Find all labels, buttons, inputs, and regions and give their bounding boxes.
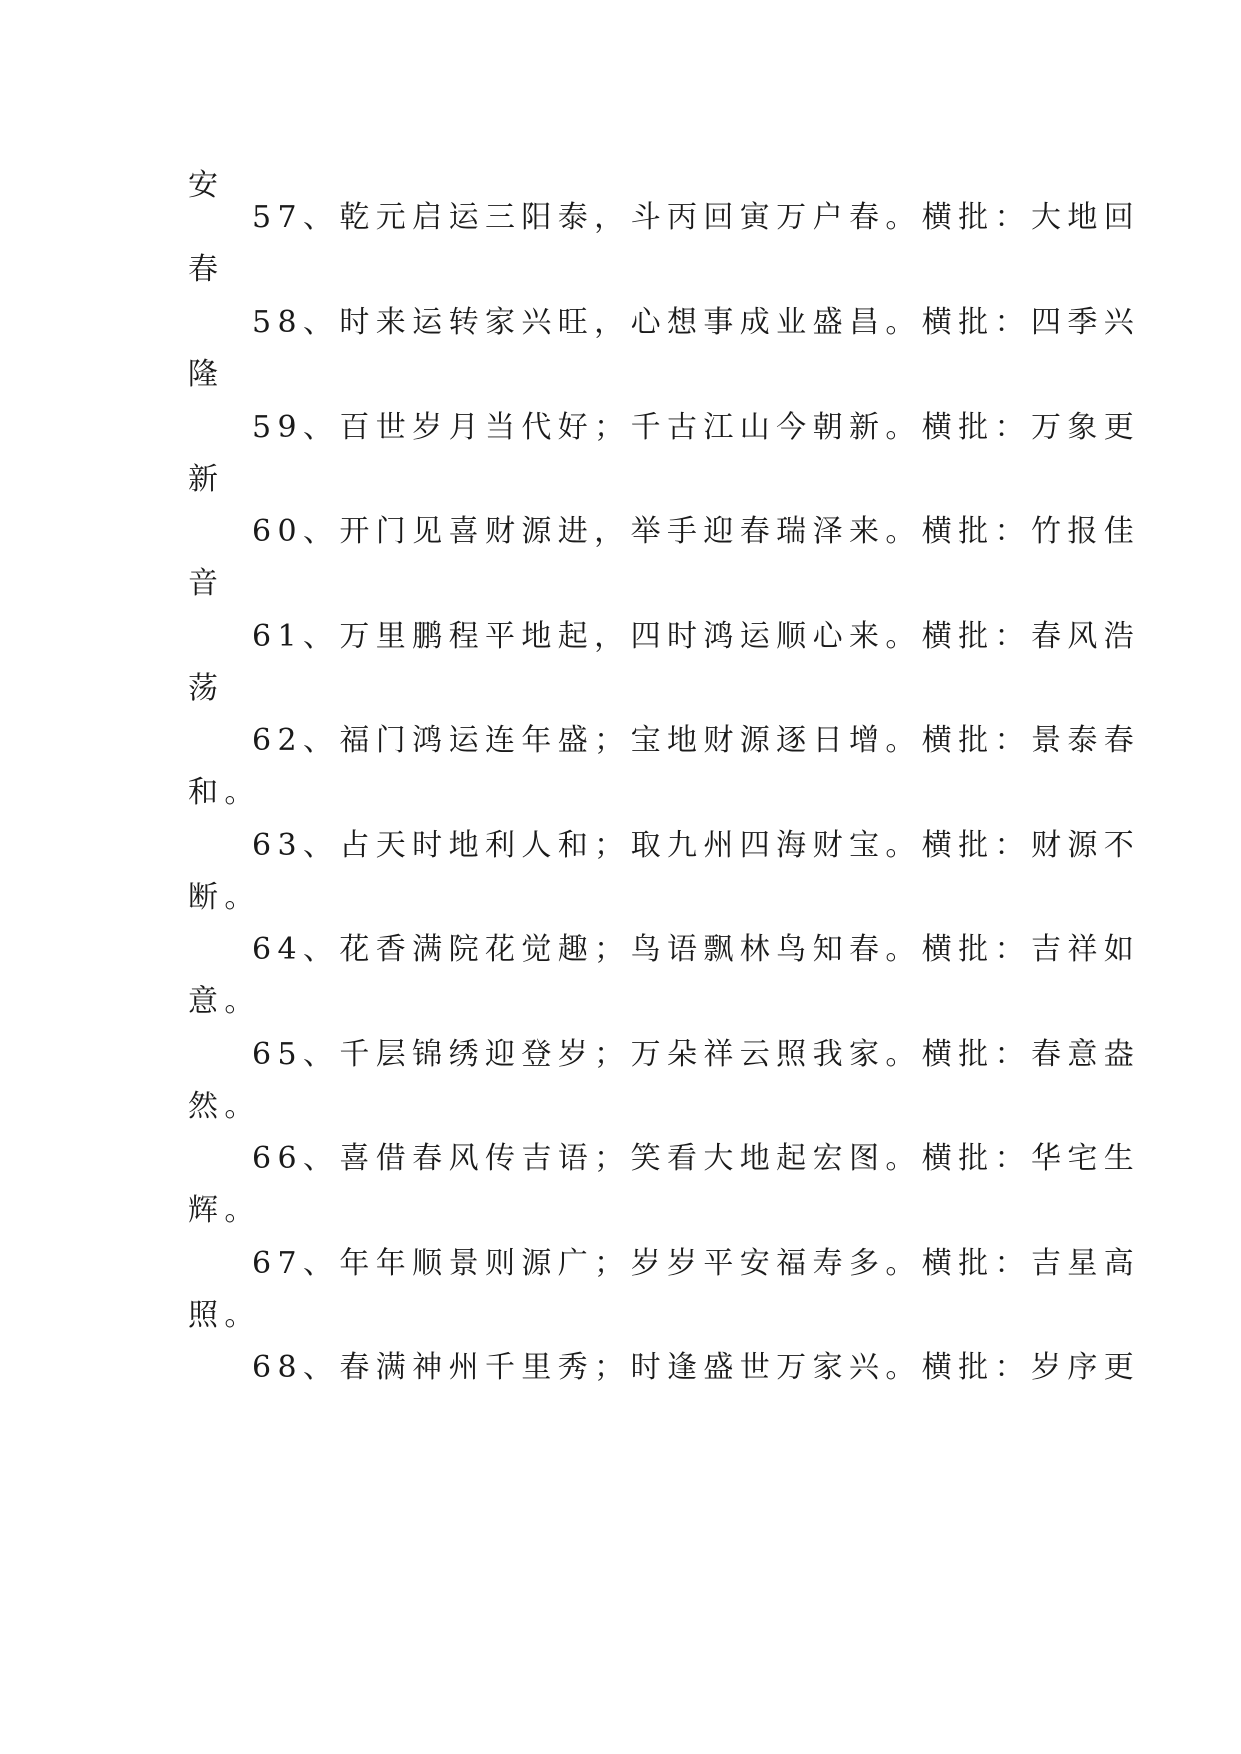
text-line-continuation: 断。: [188, 880, 261, 915]
text-line-continuation: 意。: [188, 984, 261, 1019]
couplet-60: 60、开门见喜财源进，举手迎春瑞泽来。横批：竹报佳: [252, 514, 1141, 549]
text-line-continuation: 辉。: [188, 1193, 261, 1228]
couplet-68: 68、春满神州千里秀；时逢盛世万家兴。横批：岁序更: [252, 1350, 1141, 1385]
text-line-continuation: 和。: [188, 775, 261, 810]
couplet-63: 63、占天时地利人和；取九州四海财宝。横批：财源不: [252, 828, 1141, 863]
text-line-continuation: 安: [188, 168, 225, 203]
couplet-62: 62、福门鸿运连年盛；宝地财源逐日增。横批：景泰春: [252, 723, 1141, 758]
couplet-58: 58、时来运转家兴旺，心想事成业盛昌。横批：四季兴: [252, 305, 1141, 340]
text-line-continuation: 照。: [188, 1298, 261, 1333]
text-line-continuation: 春: [188, 252, 225, 287]
text-line-continuation: 荡: [188, 671, 225, 706]
couplet-64: 64、花香满院花觉趣；鸟语飘林鸟知春。横批：吉祥如: [252, 932, 1141, 967]
couplet-57: 57、乾元启运三阳泰，斗丙回寅万户春。横批：大地回: [252, 200, 1141, 235]
couplet-66: 66、喜借春风传吉语；笑看大地起宏图。横批：华宅生: [252, 1141, 1141, 1176]
text-line-continuation: 隆: [188, 357, 225, 392]
text-line-continuation: 新: [188, 462, 225, 497]
couplet-59: 59、百世岁月当代好；千古江山今朝新。横批：万象更: [252, 410, 1141, 445]
couplet-61: 61、万里鹏程平地起，四时鸿运顺心来。横批：春风浩: [252, 619, 1141, 654]
couplet-65: 65、千层锦绣迎登岁；万朵祥云照我家。横批：春意盎: [252, 1037, 1141, 1072]
couplet-67: 67、年年顺景则源广；岁岁平安福寿多。横批：吉星高: [252, 1246, 1141, 1281]
text-line-continuation: 然。: [188, 1089, 261, 1124]
text-line-continuation: 音: [188, 566, 225, 601]
